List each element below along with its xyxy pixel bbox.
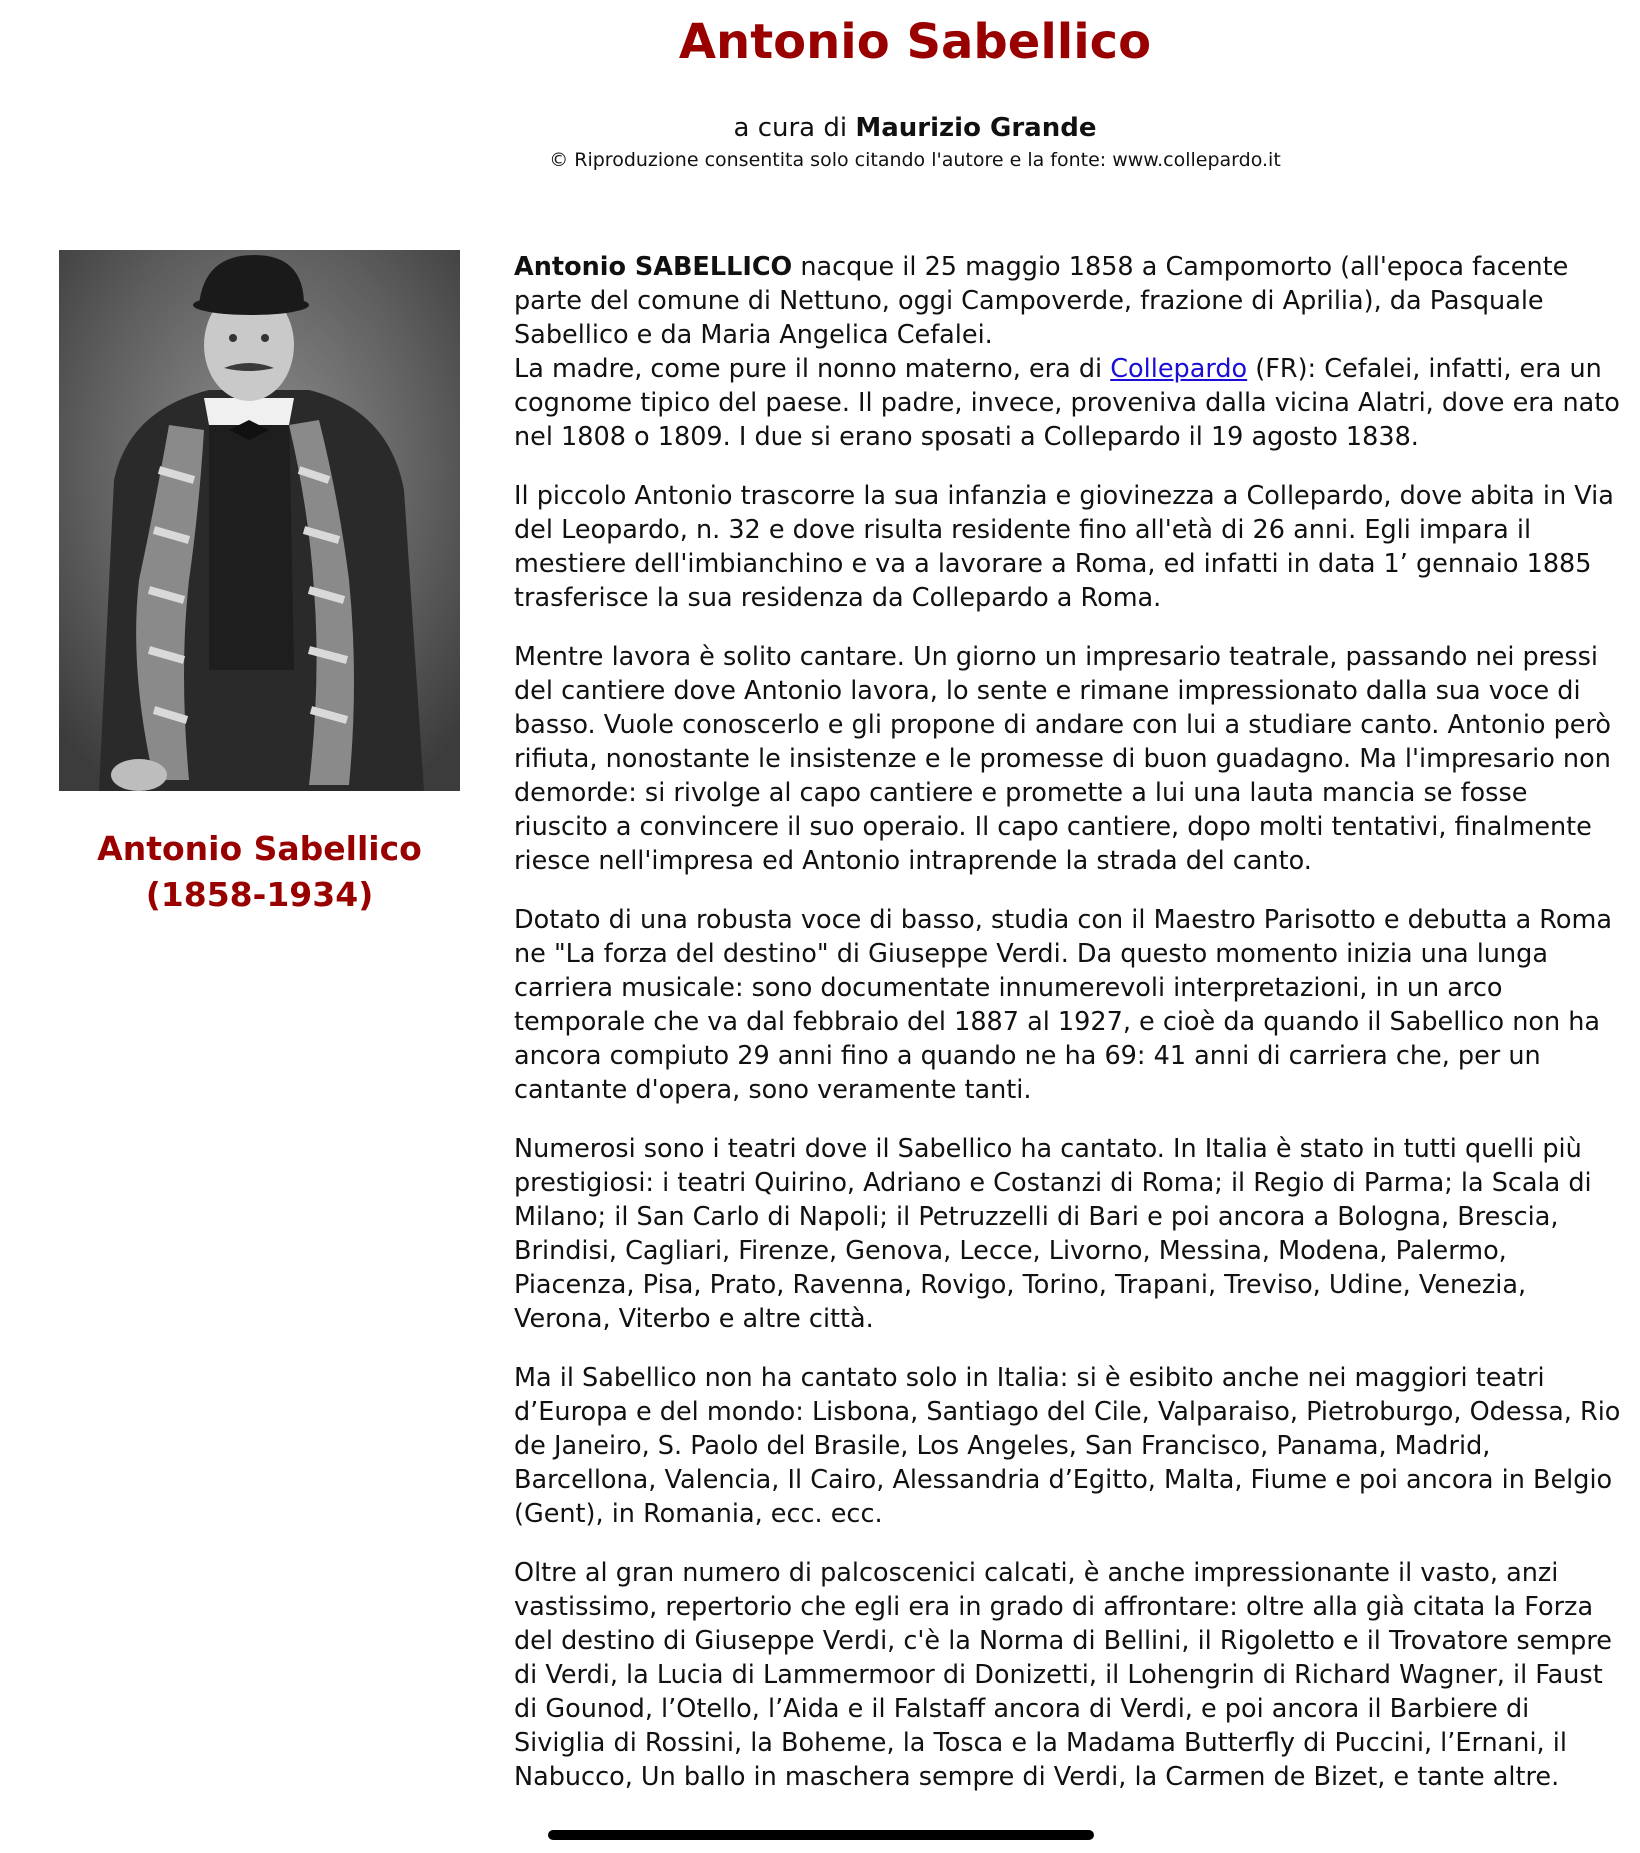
paragraph-repertoire: Oltre al gran numero di palcoscenici calcati, è anche impressionante il vasto, anzi vastissimo, repertorio che egli era in grado di affrontare: oltre alla già citata la Forza del destino di Giuseppe Verdi, c'è la Norma di Bellini, il Rigoletto e il Trovatore sempre di Verdi, la Lucia di Lammermoor di Donizetti, il Lohengrin di Richard Wagner, il Faust di Gounod, l’Otello, l’Aida e il Falstaff ancora di Verdi, e poi ancora il Barbiere di Siviglia di Rossini, la Boheme, la Tosca e la Madama Butterfly di Puccini, l’Ernani, il Nabucco, Un ballo in maschera sempre di Verdi, la Carmen de Bizet, e tante altre. xyxy=(514,1558,1612,1792)
paragraph-world-theatres: Ma il Sabellico non ha cantato solo in Italia: si è esibito anche nei maggiori teatri d’Europa e del mondo: Lisbona, Santiago del Cile, Valparaiso, Pietroburgo, Odessa, Rio de Janeiro, S. Paolo del Brasile, Los Angeles, San Francisco, Panama, Madrid, Barcellona, Valencia, Il Cairo, Alessandria d’Egitto, Malta, Fiume e poi ancora in Belgio (Gent), in Romania, ecc. ecc. xyxy=(514,1363,1621,1529)
paragraph-discovery: Mentre lavora è solito cantare. Un giorno un impresario teatrale, passando nei pressi del cantiere dove Antonio lavora, lo sente e rimane impressionato dalla sua voce di basso. Vuole conoscerlo e gli propone di andare con lui a studiare canto. Antonio però rifiuta, nonostante le insistenze e le promesse di buon guadagno. Ma l'impresario non demorde: si rivolge al capo cantiere e promette a lui una lauta mancia se fosse riuscito a convincere il suo operaio. Il capo cantiere, dopo molti tentativi, finalmente riesce nell'impresa ed Antonio intraprende la strada del canto. xyxy=(514,642,1612,876)
paragraph-youth: Il piccolo Antonio trascorre la sua infanzia e giovinezza a Collepardo, dove abita in Via del Leopardo, n. 32 e dove risulta residente fino all'età di 26 anni. Egli impara il mestiere dell'imbianchino e va a lavorare a Roma, ed infatti in data 1’ gennaio 1885 trasferisce la sua residenza da Collepardo a Roma. xyxy=(514,481,1614,613)
paragraph-birth: Antonio SABELLICO nacque il 25 maggio 1858 a Campomorto (all'epoca facente parte del comune di Nettuno, oggi Campoverde, frazione di Aprilia), da Pasquale Sabellico e da Maria Angelica Cefalei. La madre, come pure il nonno materno, era di Collepardo (FR): Cefalei, infatti, era un cognome tipico del paese. Il padre, invece, proveniva dalla vicina Alatri, dove era nato nel 1808 o 1809. I due si erano sposati a Collepardo il 19 agosto 1838. xyxy=(514,252,1620,452)
caption-years: (1858-1934) xyxy=(145,875,374,914)
copyright-notice: © Riproduzione consentita solo citando l'autore e la fonte: www.collepardo.it xyxy=(549,149,1281,171)
byline-prefix: a cura di xyxy=(733,113,848,143)
subject-name: Antonio SABELLICO xyxy=(514,252,793,282)
portrait-caption xyxy=(59,826,460,918)
paragraph-italian-theatres: Numerosi sono i teatri dove il Sabellico ha cantato. In Italia è stato in tutti quelli più prestigiosi: i teatri Quirino, Adriano e Costanzi di Roma; il Regio di Parma; la Scala di Milano; il San Carlo di Napoli; il Petruzzelli di Bari e poi ancora a Bologna, Brescia, Brindisi, Cagliari, Firenze, Genova, Lecce, Livorno, Messina, Modena, Palermo, Piacenza, Pisa, Prato, Ravenna, Rovigo, Torino, Trapani, Treviso, Udine, Venezia, Verona, Viterbo e altre città. xyxy=(514,1134,1592,1334)
home-indicator[interactable] xyxy=(548,1830,1094,1840)
caption-name: Antonio Sabellico xyxy=(97,829,422,868)
byline-author: Maurizio Grande xyxy=(855,113,1097,143)
collepardo-link[interactable]: Collepardo xyxy=(1110,354,1248,384)
byline xyxy=(0,108,1640,148)
portrait-photo xyxy=(59,250,460,791)
paragraph-career: Dotato di una robusta voce di basso, studia con il Maestro Parisotto e debutta a Roma ne "La forza del destino" di Giuseppe Verdi. Da questo momento inizia una lunga carriera musicale: sono documentate innumerevoli interpretazioni, in un arco temporale che va dal febbraio del 1887 al 1927, e cioè da quando il Sabellico non ha ancora compiuto 29 anni fino a quando ne ha 69: 41 anni di carriera che, per un cantante d'opera, sono veramente tanti. xyxy=(514,905,1612,1105)
article-body xyxy=(514,250,1624,1819)
page-title: Antonio Sabellico xyxy=(678,14,1152,70)
